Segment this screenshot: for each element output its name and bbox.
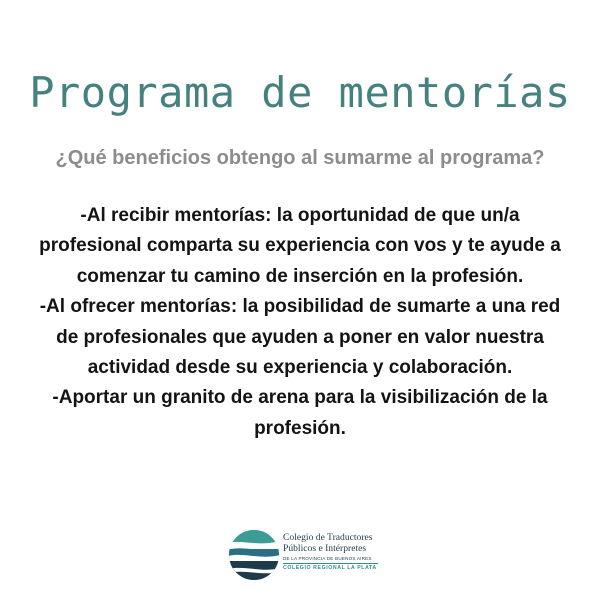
logo-regional-line: COLEGIO REGIONAL LA PLATA: [283, 565, 377, 571]
logo-province-line: DE LA PROVINCIA DE BUENOS AIRES: [283, 556, 372, 561]
benefit-item-receiving: -Al recibir mentorías: la oportunidad de que un/a profesional comparta su experiencia con vos y te ayude a comenzar tu camino de inserción en la profesión.: [39, 205, 561, 287]
logo-name-line1: Colegio de Traductores: [283, 532, 373, 543]
logo-divider: [283, 563, 378, 564]
benefit-item-offering: -Al ofrecer mentorías: la posibilidad de sumarte a una red de profesionales que ayuden a poner en valor nuestra actividad desde su experiencia y colaboración.: [39, 296, 561, 379]
benefit-item-visibility: -Aportar un granito de arena para la visibilización de la profesión.: [52, 387, 548, 439]
college-logo: [228, 529, 378, 581]
benefits-list: [30, 201, 570, 444]
logo-text-block: [283, 532, 379, 572]
page-title: Programa de mentorías: [29, 68, 571, 117]
page-subtitle: ¿Qué beneficios obtengo al sumarme al programa?: [55, 147, 545, 169]
logo-name-line2: Públicos e Intérpretes: [283, 543, 367, 554]
waves-circle-icon: [228, 529, 280, 581]
